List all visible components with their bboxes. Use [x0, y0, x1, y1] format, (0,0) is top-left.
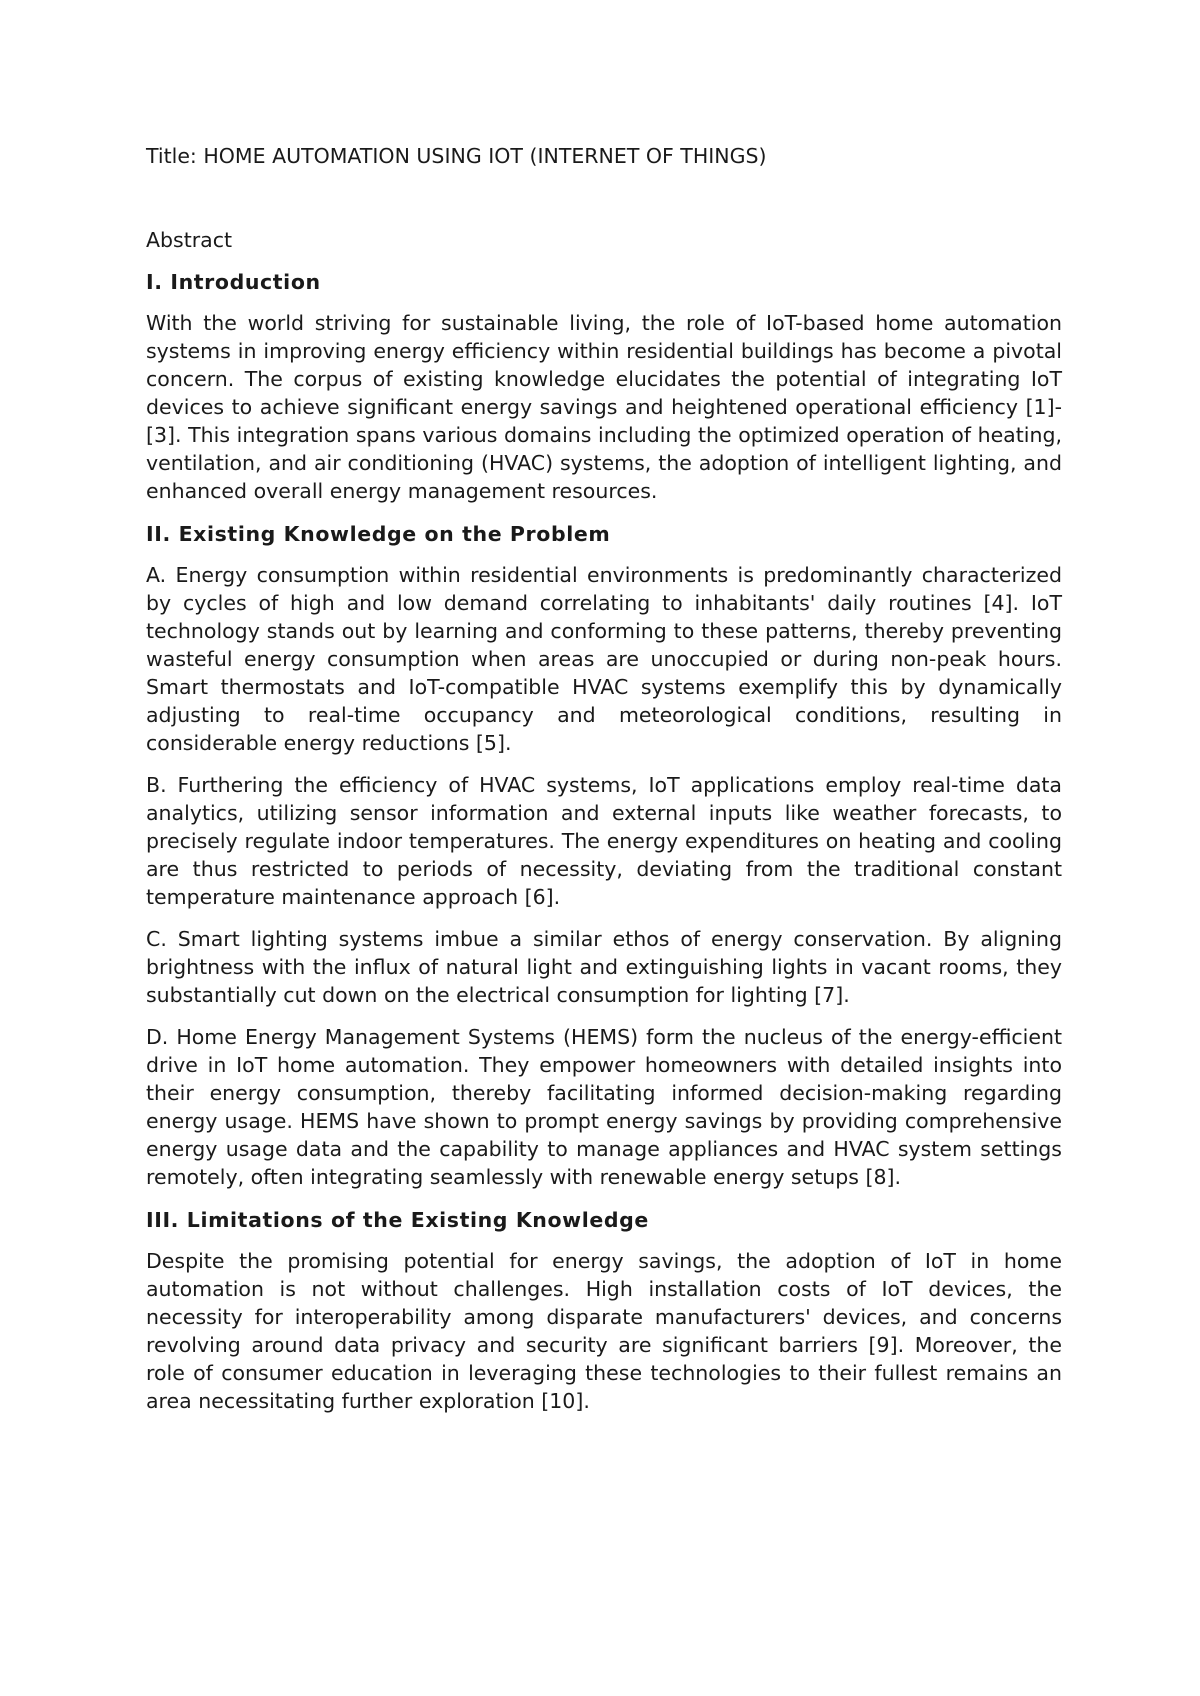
section-introduction: [146, 267, 1062, 505]
paragraph: B. Furthering the efficiency of HVAC systems, IoT applications employ real-time data analytics, utilizing sensor information and external inputs like weather forecasts, to precisely regulate indoor temperatures. The energy expenditures on heating and cooling are thus restricted to periods of necessity, deviating from the traditional constant temperature maintenance approach [6].: [146, 773, 1062, 909]
section-heading: III. Limitations of the Existing Knowledge: [146, 1208, 649, 1232]
paragraph: C. Smart lighting systems imbue a similar ethos of energy conservation. By aligning brightness with the influx of natural light and extinguishing lights in vacant rooms, they substantially cut down on the electrical consumption for lighting [7].: [146, 927, 1062, 1007]
section-heading: II. Existing Knowledge on the Problem: [146, 522, 611, 546]
section-heading: I. Introduction: [146, 270, 321, 294]
abstract-label: Abstract: [146, 228, 233, 252]
paragraph: With the world striving for sustainable living, the role of IoT-based home automation systems in improving energy efficiency within residential buildings has become a pivotal concern. The corpus of existing knowledge elucidates the potential of integrating IoT devices to achieve significant energy savings and heightened operational efficiency [1]-[3]. This integration spans various domains including the optimized operation of heating, ventilation, and air conditioning (HVAC) systems, the adoption of intelligent lighting, and enhanced overall energy management resources.: [146, 311, 1062, 503]
section-limitations: [146, 1205, 1062, 1415]
paragraph: D. Home Energy Management Systems (HEMS) form the nucleus of the energy-efficient drive in IoT home automation. They empower homeowners with detailed insights into their energy consumption, thereby facilitating informed decision-making regarding energy usage. HEMS have shown to prompt energy savings by providing comprehensive energy usage data and the capability to manage appliances and HVAC system settings remotely, often integrating seamlessly with renewable energy setups [8].: [146, 1025, 1062, 1189]
document-title: Title: HOME AUTOMATION USING IOT (INTERNET OF THINGS): [146, 144, 767, 168]
paragraph: Despite the promising potential for energy savings, the adoption of IoT in home automation is not without challenges. High installation costs of IoT devices, the necessity for interoperability among disparate manufacturers' devices, and concerns revolving around data privacy and security are significant barriers [9]. Moreover, the role of consumer education in leveraging these technologies to their fullest remains an area necessitating further exploration [10].: [146, 1249, 1062, 1413]
paragraph: A. Energy consumption within residential environments is predominantly characterized by cycles of high and low demand correlating to inhabitants' daily routines [4]. IoT technology stands out by learning and conforming to these patterns, thereby preventing wasteful energy consumption when areas are unoccupied or during non-peak hours. Smart thermostats and IoT-compatible HVAC systems exemplify this by dynamically adjusting to real-time occupancy and meteorological conditions, resulting in considerable energy reductions [5].: [146, 563, 1062, 755]
document-page: [146, 141, 1062, 1429]
section-existing-knowledge: [146, 519, 1062, 1191]
